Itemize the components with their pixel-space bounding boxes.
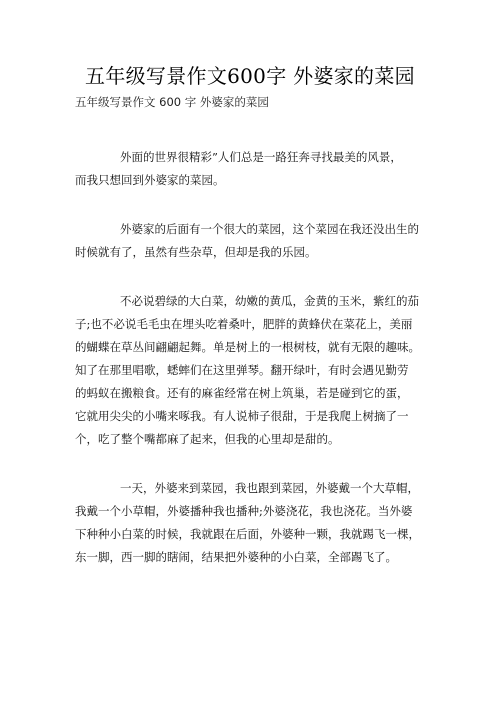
paragraph-line: 知了在那里唱歌，蟋蟀们在这里弹琴。翻开绿叶，有时会遇见勤劳 xyxy=(75,363,409,377)
paragraph-line: 一天，外婆来到菜园，我也跟到菜园，外婆戴一个大草帽， xyxy=(120,481,419,495)
paragraph-1 xyxy=(75,146,430,192)
paragraph-line: 的蚂蚁在搬粮食。还有的麻雀经常在树上筑巢，若是碰到它的蛋， xyxy=(75,386,409,400)
paragraph-line: 外面的世界很精彩”人们总是一路狂奔寻找最美的风景， xyxy=(120,150,402,164)
paragraph-line: 下种种小白菜的时候，我就跟在后面，外婆种一颗，我就踢飞一棵， xyxy=(75,527,420,541)
paragraph-line: 而我只想回到外婆家的菜园。 xyxy=(75,173,225,187)
paragraph-line: 时候就有了，虽然有些杂草，但却是我的乐园。 xyxy=(75,245,317,259)
paragraph-line: 东一脚，西一脚的瞎闹，结果把外婆种的小白菜，全部踢飞了。 xyxy=(75,550,397,564)
document-subtitle: 五年级写景作文 600 字 外婆家的菜园 xyxy=(75,95,269,109)
paragraph-4 xyxy=(75,477,430,569)
paragraph-line: 我戴一个小草帽，外婆播种我也播种;外婆浇花，我也浇花。当外婆 xyxy=(75,504,413,518)
paragraph-line: 个，吃了整个嘴都麻了起来，但我的心里却是甜的。 xyxy=(75,432,340,446)
paragraph-line: 子;也不必说毛毛虫在埋头吃着桑叶，肥胖的黄蜂伏在菜花上，美丽 xyxy=(75,317,413,331)
document-title: 五年级写景作文600字 外婆家的菜园 xyxy=(85,64,415,88)
paragraph-3 xyxy=(75,290,430,451)
paragraph-line: 不必说碧绿的大白菜，幼嫩的黄瓜，金黄的玉米，紫红的茄 xyxy=(120,294,419,308)
paragraph-line: 的蝴蝶在草丛间翩翩起舞。单是树上的一根树枝，就有无限的趣味。 xyxy=(75,340,420,354)
article-body xyxy=(75,146,430,595)
paragraph-line: 它就用尖尖的小嘴来啄我。有人说柿子很甜，于是我爬上树摘了一 xyxy=(75,409,409,423)
paragraph-2 xyxy=(75,218,430,264)
paragraph-line: 外婆家的后面有一个很大的菜园，这个菜园在我还没出生的 xyxy=(120,222,419,236)
